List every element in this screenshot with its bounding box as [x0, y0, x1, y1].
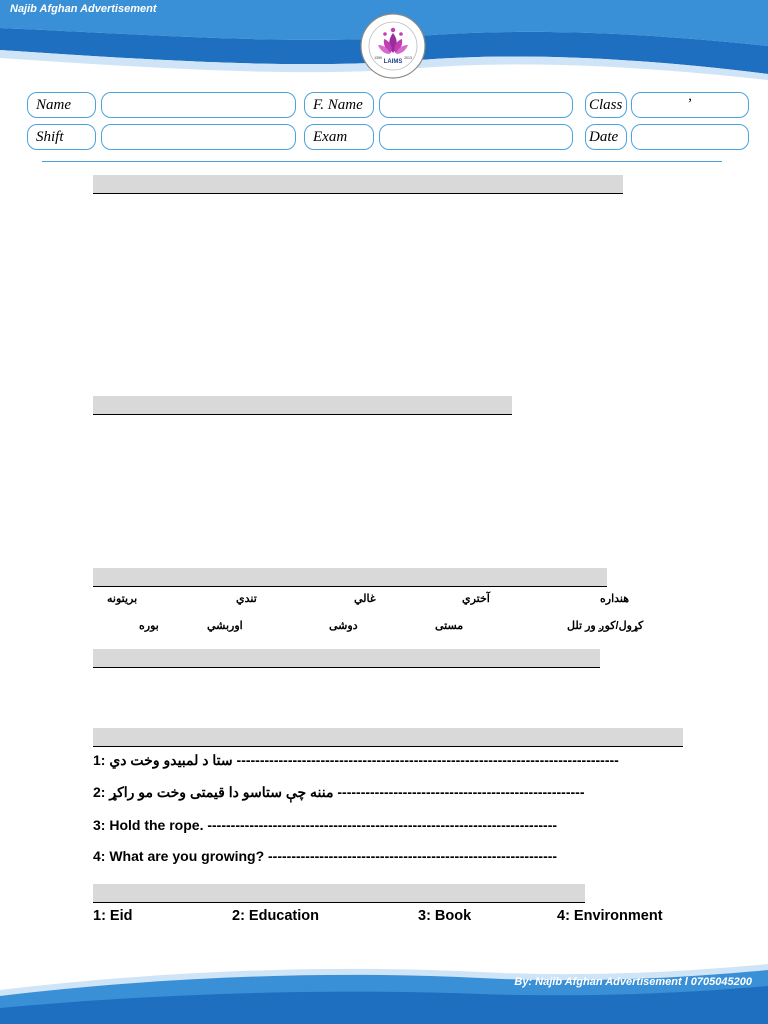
footer-text: By: Najib Afghan Advertisement l 0705045200 [514, 976, 752, 988]
answer-line: ---------------------------------------------------------------------------------- [232, 752, 619, 768]
word-item: دوشی [329, 620, 358, 632]
word-item: آختري [462, 593, 490, 605]
word-item: هنداره [600, 593, 630, 605]
topic-item: 3: Book [418, 908, 472, 924]
topic-item: 4: Environment [557, 908, 663, 924]
word-item: اوربشي [207, 620, 243, 632]
name-field[interactable] [101, 92, 296, 118]
word-item: مستی [435, 620, 464, 632]
answer-line: --------------------------------------------------------------------------- [203, 817, 558, 833]
fname-label-box [304, 92, 374, 118]
word-item: کړول/کوږ ور تلل [567, 620, 644, 632]
sentence-item: 2: مننه چې ستاسو دا قیمتی وخت مو راکړ ----------------------------------------------------- [93, 784, 585, 800]
exam-field[interactable] [379, 124, 573, 150]
name-label-box [27, 92, 96, 118]
brand-text: Najib Afghan Advertisement [10, 3, 157, 15]
shift-field[interactable] [101, 124, 296, 150]
exam-label-box [304, 124, 374, 150]
svg-text:2013: 2013 [404, 56, 412, 60]
word-item: تندي [236, 593, 257, 605]
answer-line: ----------------------------------------------------- [333, 784, 585, 800]
date-label: Date [589, 129, 619, 145]
section-bar-3 [93, 568, 607, 587]
fname-field[interactable] [379, 92, 573, 118]
sentence-item: 1: ستا د لمبیدو وخت دي ---------------------------------------------------------------------------------- [93, 752, 619, 768]
logo-abbr: LAIMS [383, 59, 403, 65]
sentence-item: 4: What are you growing? -------------------------------------------------------------- [93, 848, 558, 864]
word-item: بریتونه [107, 593, 138, 605]
word-item: غالي [354, 593, 376, 605]
fname-label: F. Name [313, 97, 363, 113]
class-field[interactable]: ’ [631, 92, 749, 118]
class-label: Class [589, 97, 623, 113]
shift-label-box [27, 124, 96, 150]
form-divider [42, 161, 722, 162]
sentence-text: What are you growing? [109, 848, 265, 864]
section-bar-1 [93, 175, 623, 194]
sentence-text: ستا د لمبیدو وخت دي [109, 752, 233, 768]
name-label: Name [36, 97, 71, 113]
section-bar-6 [93, 884, 585, 903]
answer-line: -------------------------------------------------------------- [264, 848, 558, 864]
class-label-box [585, 92, 627, 118]
date-field[interactable] [631, 124, 749, 150]
school-logo-icon [360, 13, 426, 79]
section-bar-5 [93, 728, 683, 747]
topic-item: 1: Eid [93, 908, 133, 924]
word-item: بوره [139, 620, 159, 632]
svg-text:1399: 1399 [374, 56, 382, 60]
section-bar-2 [93, 396, 512, 415]
topic-item: 2: Education [232, 908, 320, 924]
section-bar-4 [93, 649, 600, 668]
sentence-text: مننه چې ستاسو دا قیمتی وخت مو راکړ [109, 784, 334, 800]
date-label-box [585, 124, 627, 150]
sentence-item: 3: Hold the rope. --------------------------------------------------------------------------- [93, 817, 558, 833]
sentence-text: Hold the rope. [109, 817, 204, 833]
shift-label: Shift [36, 129, 64, 145]
exam-label: Exam [313, 129, 348, 145]
